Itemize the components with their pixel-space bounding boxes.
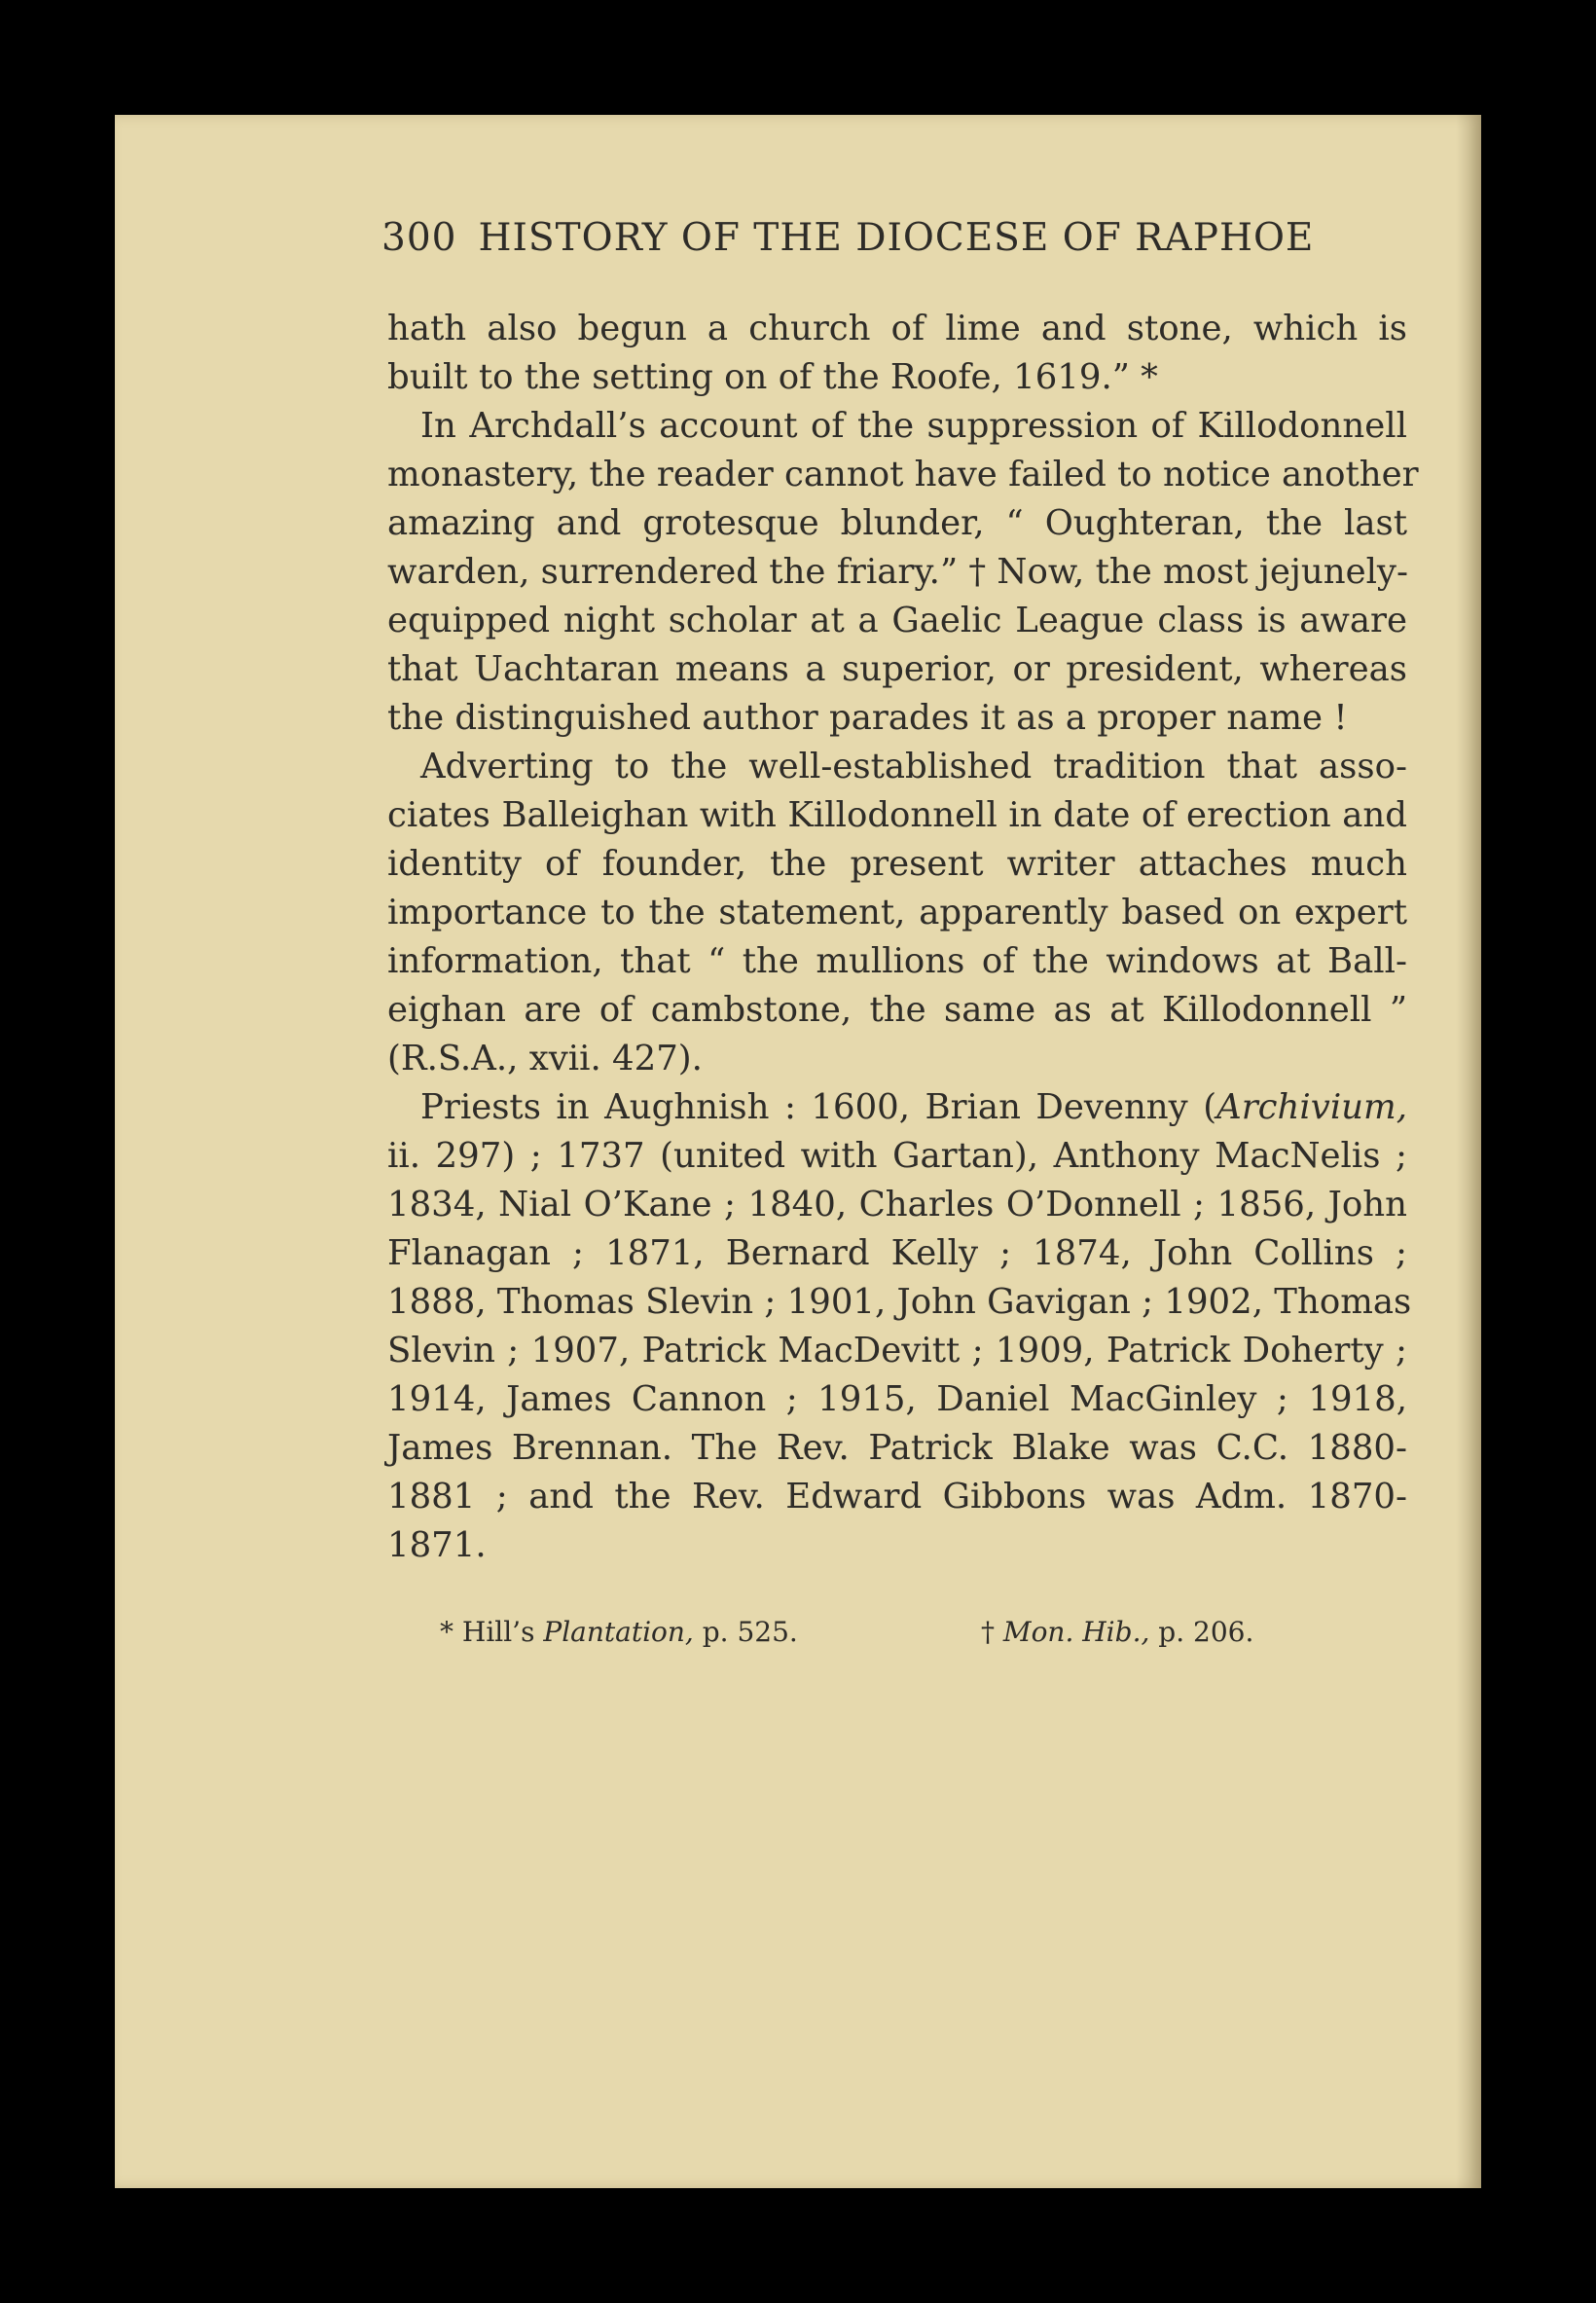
paragraph (387, 402, 1419, 743)
italic-title: Archivium, (1216, 1087, 1407, 1127)
text-line: James Brennan. The Rev. Patrick Blake was C.C. 1880- (387, 1428, 1407, 1468)
text-line: eighan are of cambstone, the same as at Killodonnell ” (387, 990, 1407, 1030)
page-number: 300 (381, 216, 457, 260)
text-line: In Archdall’s account of the suppression of Killodonnell (420, 406, 1407, 446)
running-header (381, 216, 1364, 260)
text-line: ciates Balleighan with Killodonnell in date of erection and (387, 795, 1407, 835)
text-line: the distinguished author parades it as a proper name ! (387, 698, 1348, 738)
text-line: warden, surrendered the friary.” † Now, the most jejunely- (387, 552, 1408, 592)
text-run: Priests in Aughnish : 1600, Brian Devenny ( (420, 1087, 1217, 1127)
footnote-text: † (981, 1616, 1003, 1648)
footnote-text: p. 525. (693, 1616, 798, 1648)
paragraph (387, 743, 1407, 1083)
footnote-text: p. 206. (1149, 1616, 1254, 1648)
text-line: 1881 ; and the Rev. Edward Gibbons was Adm. 1870- (387, 1477, 1407, 1517)
text-line: importance to the statement, apparently based on expert (387, 893, 1407, 932)
text-line: that Uachtaran means a superior, or president, whereas (387, 649, 1407, 689)
body-text (387, 305, 1419, 1570)
paragraph (387, 1083, 1412, 1570)
text-line: 1888, Thomas Slevin ; 1901, John Gavigan ; 1902, Thomas (387, 1282, 1412, 1322)
text-line: Adverting to the well-established tradition that asso- (420, 747, 1407, 786)
footnote-italic: Plantation, (543, 1616, 694, 1648)
text-line: built to the setting on of the Roofe, 1619.” * (387, 357, 1158, 397)
text-line: monastery, the reader cannot have failed to notice another (387, 455, 1419, 494)
footnote-1 (440, 1616, 798, 1648)
running-title: HISTORY OF THE DIOCESE OF RAPHOE (478, 216, 1315, 260)
text-line: hath also begun a church of lime and stone, which is (387, 309, 1407, 348)
text-line: 1834, Nial O’Kane ; 1840, Charles O’Donnell ; 1856, John (387, 1185, 1407, 1225)
text-line: ii. 297) ; 1737 (united with Gartan), Anthony MacNelis ; (387, 1136, 1407, 1176)
text-line: amazing and grotesque blunder, “ Oughteran, the last (387, 503, 1407, 543)
text-line: (R.S.A., xvii. 427). (387, 1039, 703, 1078)
text-line: equipped night scholar at a Gaelic League class is aware (387, 601, 1407, 640)
text-line: Flanagan ; 1871, Bernard Kelly ; 1874, John Collins ; (387, 1233, 1407, 1273)
footnote-2 (981, 1616, 1253, 1648)
paragraph (387, 305, 1407, 402)
page-edge-shadow (1456, 115, 1481, 2188)
footnote-text: * Hill’s (440, 1616, 544, 1648)
text-line: identity of founder, the present writer attaches much (387, 844, 1407, 884)
footnote-italic: Mon. Hib., (1002, 1616, 1150, 1648)
text-line: 1871. (387, 1525, 487, 1565)
text-line: Slevin ; 1907, Patrick MacDevitt ; 1909, Patrick Doherty ; (387, 1331, 1407, 1371)
text-line: 1914, James Cannon ; 1915, Daniel MacGinley ; 1918, (387, 1379, 1407, 1419)
text-line: information, that “ the mullions of the windows at Ball- (387, 941, 1407, 981)
footnotes (440, 1616, 1316, 1648)
text-line (387, 1083, 1407, 1132)
